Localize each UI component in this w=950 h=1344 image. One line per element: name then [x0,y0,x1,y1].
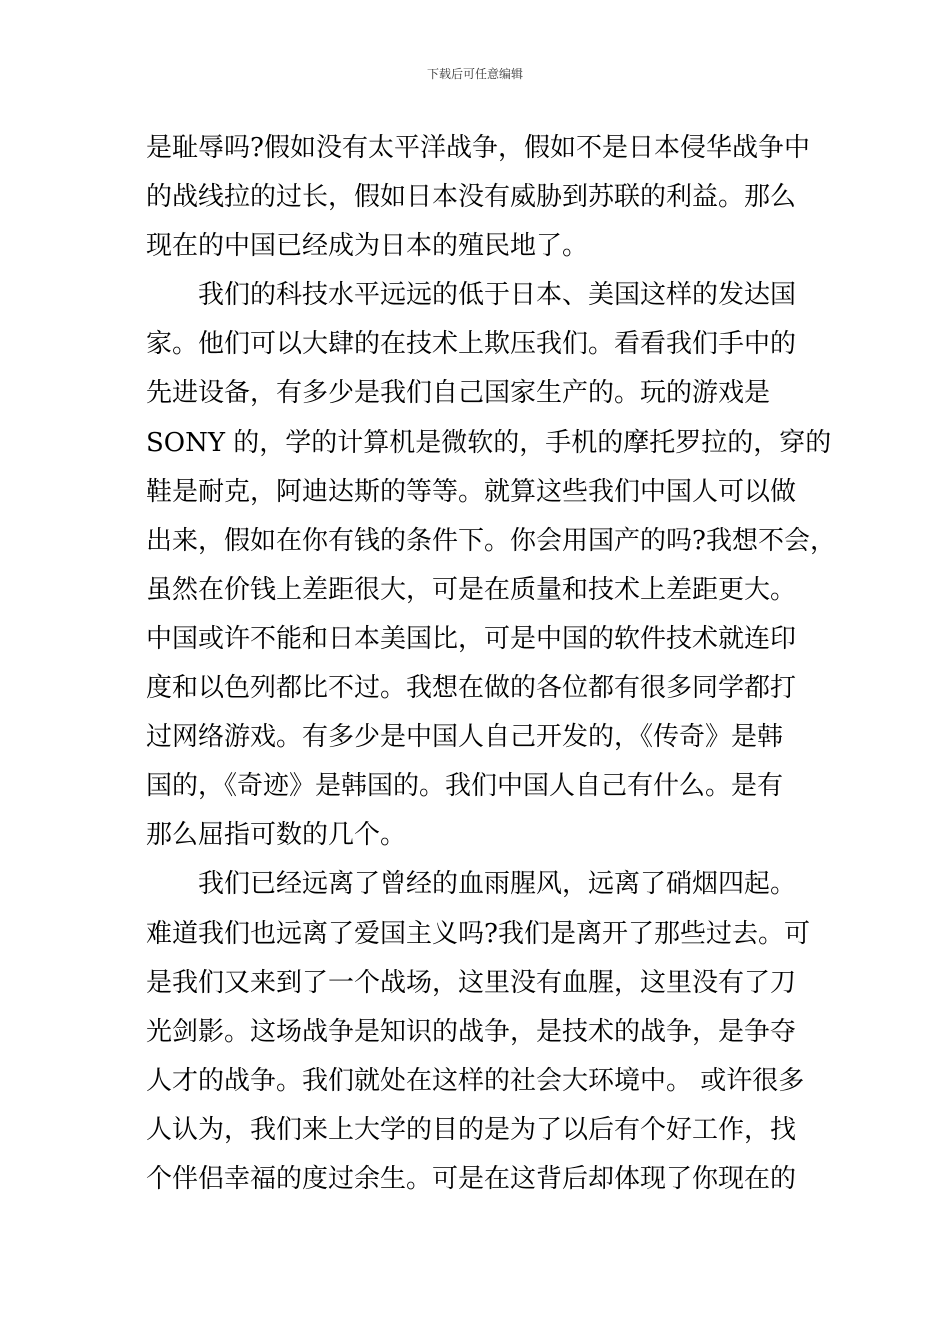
text-line: 虽然在价钱上差距很大，可是在质量和技术上差距更大。 [146,574,797,605]
text-line: 是耻辱吗?假如没有太平洋战争，假如不是日本侵华战争中 [146,133,810,163]
text-line: 人才的战争。我们就处在这样的社会大环境中。 或许很多 [146,1065,805,1096]
text-line: 的战线拉的过长，假如日本没有威胁到苏联的利益。那么 [146,182,797,213]
text-line: 光剑影。这场战争是知识的战争，是技术的战争，是争夺 [146,1016,797,1047]
text-line: 个伴侣幸福的度过余生。可是在这背后却体现了你现在的 [146,1163,797,1194]
text-line: 人认为，我们来上大学的目的是为了以后有个好工作，找 [146,1114,797,1145]
text-line: 难道我们也远离了爱国主义吗?我们是离开了那些过去。可 [146,918,810,949]
page-header: 下载后可任意编辑 [426,67,523,81]
body-text [146,124,836,1204]
text-line: 中国或许不能和日本美国比，可是中国的软件技术就连印 [146,623,797,654]
text-line: 过网络游戏。有多少是中国人自己开发的，《传奇》是韩 [146,722,784,753]
text-line: 家。他们可以大肆的在技术上欺压我们。看看我们手中的 [146,329,797,360]
text-line: 度和以色列都比不过。我想在做的各位都有很多同学都打 [146,673,797,704]
text-line: SONY 的，学的计算机是微软的，手机的摩托罗拉的，穿的 [146,427,832,458]
text-line: 鞋是耐克，阿迪达斯的等等。就算这些我们中国人可以做 [146,476,797,507]
text-line: 我们已经远离了曾经的血雨腥风，远离了硝烟四起。 [198,869,797,900]
text-line: 那么屈指可数的几个。 [146,820,407,851]
text-line: 我们的科技水平远远的低于日本、美国这样的发达国 [198,280,797,311]
text-line: 出来，假如在你有钱的条件下。你会用国产的吗?我想不会， [146,525,836,556]
text-line: 国的，《奇迹》是韩国的。我们中国人自己有什么。是有 [146,771,784,802]
text-line: 先进设备，有多少是我们自己国家生产的。玩的游戏是 [146,378,771,409]
text-line: 现在的中国已经成为日本的殖民地了。 [146,231,589,262]
text-line: 是我们又来到了一个战场，这里没有血腥，这里没有了刀 [146,967,797,998]
